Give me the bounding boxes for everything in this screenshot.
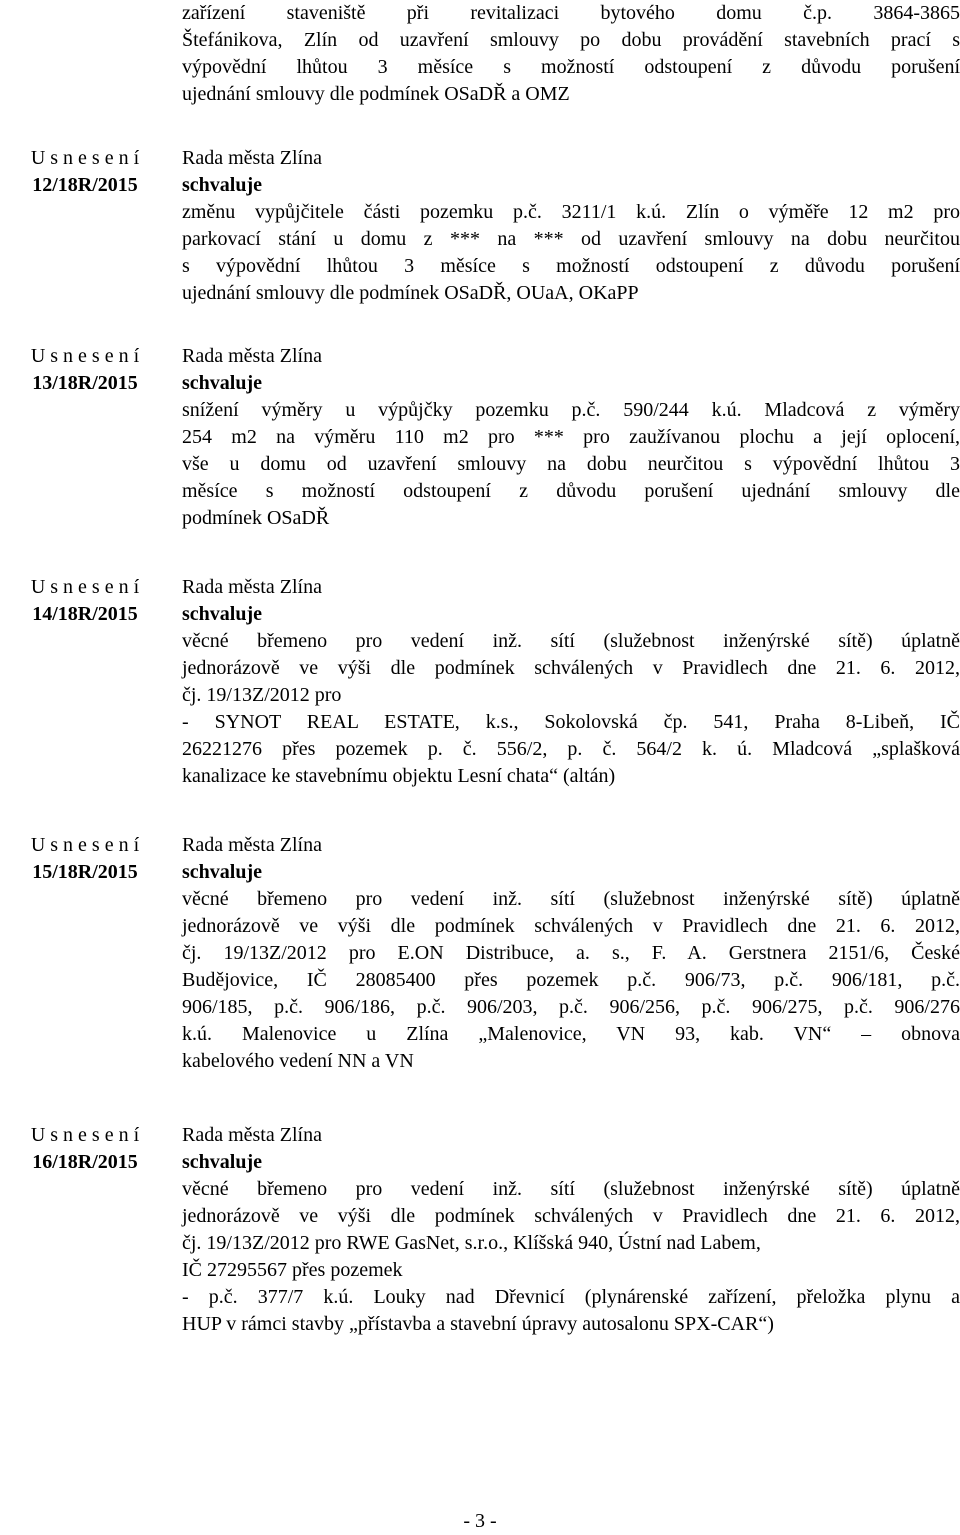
resolution-number: 14/18R/2015 xyxy=(32,603,138,625)
text-line: jednorázově ve výši dle podmínek schválených v Pravidlech dne 21. 6. 2012, xyxy=(182,1205,960,1227)
resolution-number: 15/18R/2015 xyxy=(32,861,138,883)
resolution-label: U s n e s e n í xyxy=(30,1124,140,1146)
text-line: měsíce s možností odstoupení z důvodu porušení ujednání smlouvy dle xyxy=(182,480,960,502)
text-line: 254 m2 na výměru 110 m2 pro *** pro zaužívanou plochu a její oplocení, xyxy=(182,426,960,448)
council-name: Rada města Zlína xyxy=(182,147,322,169)
resolution-number: 16/18R/2015 xyxy=(32,1151,138,1173)
council-name: Rada města Zlína xyxy=(182,1124,322,1146)
resolution-heading xyxy=(0,574,170,628)
text-line: čj. 19/13Z/2012 pro RWE GasNet, s.r.o., Klíšská 940, Ústní nad Labem, xyxy=(182,1232,761,1254)
text-line: věcné břemeno pro vedení inž. sítí (služebnost inženýrské sítě) úplatně xyxy=(182,1178,960,1200)
resolution-label: U s n e s e n í xyxy=(30,147,140,169)
continuation-text xyxy=(182,0,960,108)
text-line: ujednání smlouvy dle podmínek OSaDŘ, OUaA, OKaPP xyxy=(182,282,639,304)
text-line: čj. 19/13Z/2012 pro xyxy=(182,684,342,706)
text-line: vše u domu od uzavření smlouvy na dobu neurčitou s výpovědní lhůtou 3 xyxy=(182,453,960,475)
resolution-body xyxy=(182,832,960,1075)
council-name: Rada města Zlína xyxy=(182,576,322,598)
text-line: jednorázově ve výši dle podmínek schválených v Pravidlech dne 21. 6. 2012, xyxy=(182,915,960,937)
text-line: 906/185, p.č. 906/186, p.č. 906/203, p.č. 906/256, p.č. 906/275, p.č. 906/276 xyxy=(182,996,960,1018)
text-line: Štefánikova, Zlín od uzavření smlouvy po dobu provádění stavebních prací s xyxy=(182,29,960,51)
text-line: - p.č. 377/7 k.ú. Louky nad Dřevnicí (plynárenské zařízení, přeložka plynu a xyxy=(182,1286,960,1308)
resolution-heading xyxy=(0,832,170,886)
text-line: věcné břemeno pro vedení inž. sítí (služebnost inženýrské sítě) úplatně xyxy=(182,630,960,652)
text-line: kanalizace ke stavebnímu objektu Lesní chata“ (altán) xyxy=(182,765,616,787)
resolution-heading xyxy=(0,1122,170,1176)
page-number: - 3 - xyxy=(463,1510,497,1532)
text-line: jednorázově ve výši dle podmínek schválených v Pravidlech dne 21. 6. 2012, xyxy=(182,657,960,679)
resolution-verb: schvaluje xyxy=(182,372,262,394)
text-line: podmínek OSaDŘ xyxy=(182,507,330,529)
resolution-body xyxy=(182,145,960,307)
resolution-verb: schvaluje xyxy=(182,603,262,625)
resolution-verb: schvaluje xyxy=(182,174,262,196)
resolution-body xyxy=(182,1122,960,1338)
text-line: HUP v rámci stavby „přístavba a stavební úpravy autosalonu SPX-CAR“) xyxy=(182,1313,774,1335)
council-name: Rada města Zlína xyxy=(182,834,322,856)
text-line: parkovací stání u domu z *** na *** od uzavření smlouvy na dobu neurčitou xyxy=(182,228,960,250)
text-line: čj. 19/13Z/2012 pro E.ON Distribuce, a. s., F. A. Gerstnera 2151/6, České xyxy=(182,942,960,964)
resolution-label: U s n e s e n í xyxy=(30,834,140,856)
resolution-label: U s n e s e n í xyxy=(30,345,140,367)
resolution-number: 13/18R/2015 xyxy=(32,372,138,394)
resolution-heading xyxy=(0,145,170,199)
text-line: věcné břemeno pro vedení inž. sítí (služebnost inženýrské sítě) úplatně xyxy=(182,888,960,910)
text-line: IČ 27295567 přes pozemek xyxy=(182,1259,403,1281)
text-line: zařízení staveniště při revitalizaci bytového domu č.p. 3864-3865 xyxy=(182,2,960,24)
resolution-verb: schvaluje xyxy=(182,861,262,883)
text-line: 26221276 přes pozemek p. č. 556/2, p. č. 564/2 k. ú. Mladcová „splašková xyxy=(182,738,960,760)
text-line: ujednání smlouvy dle podmínek OSaDŘ a OMZ xyxy=(182,83,570,105)
resolution-body xyxy=(182,574,960,790)
text-line: změnu vypůjčitele části pozemku p.č. 3211/1 k.ú. Zlín o výměře 12 m2 pro xyxy=(182,201,960,223)
text-line: snížení výměry u výpůjčky pozemku p.č. 590/244 k.ú. Mladcová z výměry xyxy=(182,399,960,421)
resolution-body xyxy=(182,343,960,532)
council-name: Rada města Zlína xyxy=(182,345,322,367)
resolution-number: 12/18R/2015 xyxy=(32,174,138,196)
text-line: s výpovědní lhůtou 3 měsíce s možností odstoupení z důvodu porušení xyxy=(182,255,960,277)
text-line: výpovědní lhůtou 3 měsíce s možností odstoupení z důvodu porušení xyxy=(182,56,960,78)
resolution-verb: schvaluje xyxy=(182,1151,262,1173)
text-line: Budějovice, IČ 28085400 přes pozemek p.č. 906/73, p.č. 906/181, p.č. xyxy=(182,969,960,991)
text-line: kabelového vedení NN a VN xyxy=(182,1050,414,1072)
resolution-heading xyxy=(0,343,170,397)
text-line: k.ú. Malenovice u Zlína „Malenovice, VN 93, kab. VN“ – obnova xyxy=(182,1023,960,1045)
resolution-label: U s n e s e n í xyxy=(30,576,140,598)
text-line: - SYNOT REAL ESTATE, k.s., Sokolovská čp. 541, Praha 8-Libeň, IČ xyxy=(182,711,960,733)
